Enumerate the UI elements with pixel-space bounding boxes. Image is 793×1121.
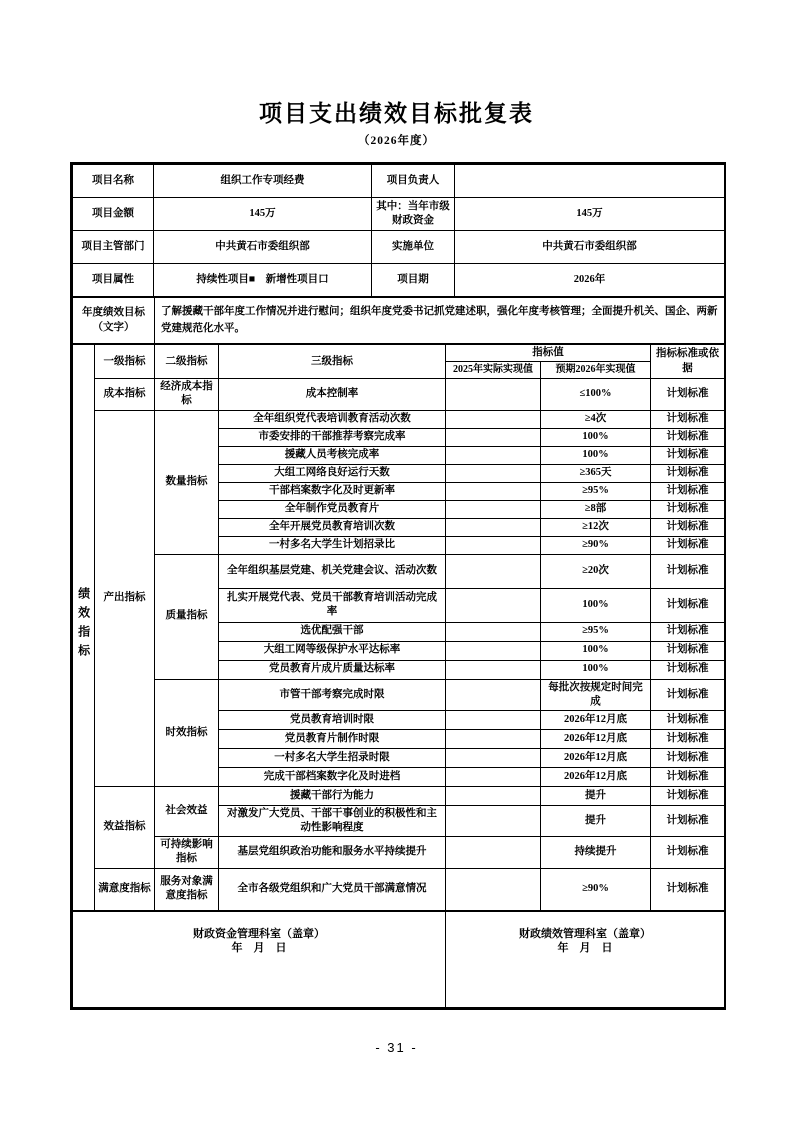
info-value: 145万 <box>455 198 725 231</box>
standard-cell: 计划标准 <box>651 805 725 836</box>
value-2026-cell: 100% <box>541 588 651 622</box>
table-row <box>73 298 725 344</box>
info-label: 实施单位 <box>372 231 455 264</box>
standard-cell: 计划标准 <box>651 679 725 710</box>
standard-cell: 计划标准 <box>651 554 725 588</box>
standard-cell: 计划标准 <box>651 622 725 641</box>
standard-cell: 计划标准 <box>651 482 725 500</box>
value-2025-cell <box>446 837 541 868</box>
value-2026-cell: ≥95% <box>541 482 651 500</box>
performance-indicators-side-label <box>73 345 95 911</box>
info-value: 组织工作专项经费 <box>154 165 372 198</box>
info-value: 中共黄石市委组织部 <box>154 231 372 264</box>
value-2026-cell: 持续提升 <box>541 837 651 868</box>
level2-cell: 社会效益 <box>155 786 219 836</box>
level3-cell: 基层党组织政治功能和服务水平持续提升 <box>219 837 446 868</box>
annual-goal-label: 年度绩效目标（文字） <box>73 298 155 344</box>
value-2026-cell: ≥90% <box>541 536 651 554</box>
level3-cell: 市管干部考察完成时限 <box>219 679 446 710</box>
info-value: 2026年 <box>455 264 725 297</box>
value-2025-cell <box>446 641 541 660</box>
level3-cell: 援藏人员考核完成率 <box>219 446 446 464</box>
info-label: 项目属性 <box>73 264 154 297</box>
indicator-row <box>73 679 725 710</box>
value-2026-cell: ≥4次 <box>541 410 651 428</box>
value-2025-cell <box>446 518 541 536</box>
value-2025-cell <box>446 428 541 446</box>
value-2026-cell: 2026年12月底 <box>541 767 651 786</box>
level2-cell: 质量指标 <box>155 554 219 679</box>
value-2026-cell: ≥365天 <box>541 464 651 482</box>
value-2026-cell: 100% <box>541 446 651 464</box>
info-label: 项目主管部门 <box>73 231 154 264</box>
level2-cell: 服务对象满意度指标 <box>155 868 219 910</box>
page-number: - 31 - <box>375 1039 418 1055</box>
info-value: 145万 <box>154 198 372 231</box>
table-row <box>73 231 725 264</box>
standard-cell: 计划标准 <box>651 786 725 805</box>
value-2026-cell: ≥90% <box>541 868 651 910</box>
level3-cell: 成本控制率 <box>219 379 446 410</box>
page-title: 项目支出绩效目标批复表 <box>259 100 534 126</box>
value-2026-cell: 提升 <box>541 786 651 805</box>
page-subtitle: （2026年度） <box>358 135 435 147</box>
value-2025-cell <box>446 410 541 428</box>
value-2026-cell: ≥8部 <box>541 500 651 518</box>
indicator-row <box>73 786 725 805</box>
info-label: 项目期 <box>372 264 455 297</box>
header-value-group: 指标值 <box>446 345 651 362</box>
annual-goal-table <box>72 297 725 344</box>
value-2025-cell <box>446 679 541 710</box>
approval-form <box>70 162 726 1010</box>
level3-cell: 大组工网络良好运行天数 <box>219 464 446 482</box>
level3-cell: 干部档案数字化及时更新率 <box>219 482 446 500</box>
info-value <box>455 165 725 198</box>
value-2026-cell: 2026年12月底 <box>541 729 651 748</box>
info-value: 持续性项目■ 新增性项目口 <box>154 264 372 297</box>
value-2026-cell: 100% <box>541 660 651 679</box>
header-level3: 三级指标 <box>219 345 446 379</box>
standard-cell: 计划标准 <box>651 536 725 554</box>
value-2025-cell <box>446 622 541 641</box>
standard-cell: 计划标准 <box>651 518 725 536</box>
value-2026-cell: 2026年12月底 <box>541 710 651 729</box>
level2-cell: 经济成本指标 <box>155 379 219 410</box>
standard-cell: 计划标准 <box>651 729 725 748</box>
value-2026-cell: ≥20次 <box>541 554 651 588</box>
level3-cell: 全年组织党代表培训教育活动次数 <box>219 410 446 428</box>
value-2025-cell <box>446 748 541 767</box>
header-col-2026: 预期2026年实现值 <box>541 362 651 379</box>
value-2026-cell: ≥95% <box>541 622 651 641</box>
level1-cell: 成本指标 <box>95 379 155 410</box>
level2-cell: 可持续影响指标 <box>155 837 219 868</box>
signature-left-date: 年 月 日 <box>231 942 287 955</box>
value-2025-cell <box>446 482 541 500</box>
value-2026-cell: ≤100% <box>541 379 651 410</box>
value-2026-cell: 提升 <box>541 805 651 836</box>
level1-cell: 满意度指标 <box>95 868 155 910</box>
level3-cell: 一村多名大学生招录时限 <box>219 748 446 767</box>
value-2025-cell <box>446 379 541 410</box>
standard-cell: 计划标准 <box>651 588 725 622</box>
level3-cell: 市委安排的干部推荐考察完成率 <box>219 428 446 446</box>
level3-cell: 全年开展党员教育培训次数 <box>219 518 446 536</box>
standard-cell: 计划标准 <box>651 660 725 679</box>
header-level2: 二级指标 <box>155 345 219 379</box>
value-2025-cell <box>446 464 541 482</box>
info-value: 中共黄石市委组织部 <box>455 231 725 264</box>
level3-cell: 党员教育片制作时限 <box>219 729 446 748</box>
standard-cell: 计划标准 <box>651 641 725 660</box>
level3-cell: 对激发广大党员、干部干事创业的积极性和主动性影响程度 <box>219 805 446 836</box>
level3-cell: 党员教育片成片质量达标率 <box>219 660 446 679</box>
indicator-row <box>73 410 725 428</box>
value-2026-cell: 100% <box>541 428 651 446</box>
level3-cell: 一村多名大学生计划招录比 <box>219 536 446 554</box>
value-2026-cell: 2026年12月底 <box>541 748 651 767</box>
signature-right-cell <box>446 911 725 1007</box>
level3-cell: 全市各级党组织和广大党员干部满意情况 <box>219 868 446 910</box>
value-2025-cell <box>446 588 541 622</box>
value-2026-cell: 100% <box>541 641 651 660</box>
level3-cell: 大组工网等级保护水平达标率 <box>219 641 446 660</box>
level3-cell: 党员教育培训时限 <box>219 710 446 729</box>
indicator-row <box>73 379 725 410</box>
indicator-row <box>73 868 725 910</box>
value-2026-cell: ≥12次 <box>541 518 651 536</box>
value-2026-cell: 每批次按规定时间完成 <box>541 679 651 710</box>
standard-cell: 计划标准 <box>651 710 725 729</box>
signature-table <box>72 911 725 1008</box>
standard-cell: 计划标准 <box>651 837 725 868</box>
annual-goal-text: 了解援藏干部年度工作情况并进行慰问；组织年度党委书记抓党建述职，强化年度考核管理；全面提升机关、国企、两新党建规范化水平。 <box>155 298 725 344</box>
info-table <box>72 164 725 297</box>
info-label: 项目名称 <box>73 165 154 198</box>
level3-cell: 全年制作党员教育片 <box>219 500 446 518</box>
standard-cell: 计划标准 <box>651 464 725 482</box>
level2-cell: 数量指标 <box>155 410 219 554</box>
table-row <box>73 165 725 198</box>
value-2025-cell <box>446 554 541 588</box>
signature-left-title: 财政资金管理科室（盖章） <box>193 927 325 940</box>
level3-cell: 选优配强干部 <box>219 622 446 641</box>
value-2025-cell <box>446 710 541 729</box>
value-2025-cell <box>446 729 541 748</box>
header-level1: 一级指标 <box>95 345 155 379</box>
indicator-row <box>73 554 725 588</box>
level1-cell: 效益指标 <box>95 786 155 868</box>
info-label: 项目负责人 <box>372 165 455 198</box>
signature-left-cell <box>73 911 446 1007</box>
level2-cell: 时效指标 <box>155 679 219 786</box>
level1-cell: 产出指标 <box>95 410 155 786</box>
value-2025-cell <box>446 767 541 786</box>
table-row <box>73 264 725 297</box>
table-row <box>73 198 725 231</box>
indicators-table <box>72 344 725 911</box>
level3-cell: 完成干部档案数字化及时进档 <box>219 767 446 786</box>
standard-cell: 计划标准 <box>651 500 725 518</box>
standard-cell: 计划标准 <box>651 446 725 464</box>
value-2025-cell <box>446 660 541 679</box>
level3-cell: 扎实开展党代表、党员干部教育培训活动完成率 <box>219 588 446 622</box>
value-2025-cell <box>446 446 541 464</box>
level3-cell: 援藏干部行为能力 <box>219 786 446 805</box>
side-label-text: 绩效指标 <box>76 586 91 663</box>
signature-right-date: 年 月 日 <box>557 942 613 955</box>
standard-cell: 计划标准 <box>651 410 725 428</box>
value-2025-cell <box>446 805 541 836</box>
standard-cell: 计划标准 <box>651 428 725 446</box>
standard-cell: 计划标准 <box>651 379 725 410</box>
standard-cell: 计划标准 <box>651 767 725 786</box>
level3-cell: 全年组织基层党建、机关党建会议、活动次数 <box>219 554 446 588</box>
indicator-row <box>73 837 725 868</box>
page-header <box>0 0 793 148</box>
header-col-2025: 2025年实际实现值 <box>446 362 541 379</box>
header-standard: 指标标准或依据 <box>651 345 725 379</box>
standard-cell: 计划标准 <box>651 868 725 910</box>
standard-cell: 计划标准 <box>651 748 725 767</box>
value-2025-cell <box>446 868 541 910</box>
table-row <box>73 911 725 1007</box>
info-label: 项目金额 <box>73 198 154 231</box>
indicators-header-row <box>73 345 725 362</box>
value-2025-cell <box>446 786 541 805</box>
info-label: 其中：当年市级财政资金 <box>372 198 455 231</box>
signature-right-title: 财政绩效管理科室（盖章） <box>519 927 651 940</box>
value-2025-cell <box>446 536 541 554</box>
value-2025-cell <box>446 500 541 518</box>
